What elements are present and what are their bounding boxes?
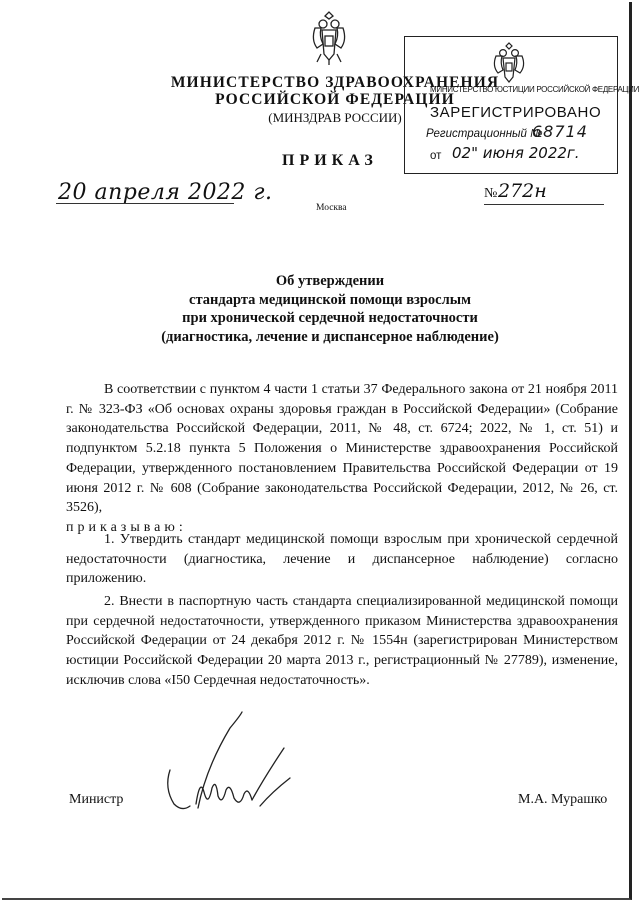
ministry-name-line2: РОССИЙСКОЙ ФЕДЕРАЦИИ bbox=[215, 91, 455, 108]
minister-name: М.А. Мурашко bbox=[518, 792, 608, 807]
preamble bbox=[66, 380, 618, 538]
order-date: 20 апреля 2022 г. bbox=[58, 180, 273, 205]
order-city: Москва bbox=[316, 203, 347, 213]
stamp-emblem-icon bbox=[489, 42, 529, 86]
stamp-regnum-value: 68714 bbox=[532, 122, 588, 141]
item-1 bbox=[66, 530, 618, 589]
order-word: приказываю: bbox=[66, 519, 187, 535]
title-line4: (диагностика, лечение и диспансерное наблюдение) bbox=[161, 328, 499, 345]
order-number-underline bbox=[484, 204, 604, 205]
stamp-date-value: 02" июня 2022г. bbox=[452, 144, 580, 162]
russian-coat-of-arms-icon bbox=[307, 10, 351, 66]
title-line2: стандарта медицинской помощи взрослым bbox=[189, 291, 471, 308]
item-1-text: 1. Утвердить стандарт медицинской помощи взрослым при хронической сердечной недостаточности (диагностика, лечение и диспансерное наблюдение) согласно приложению. bbox=[66, 532, 618, 587]
preamble-text: В соответствии с пунктом 4 части 1 статьи 37 Федерального закона от 21 ноября 2011 г. № 323-ФЗ «Об основах охраны здоровья граждан в Российской Федерации» (Собрание законодательства Российской Федерации, 2011, № 48, ст. 6724; 2022, № 1, ст. 51) и подпунктом 5.2.18 пункта 5 Положения о Министерстве здравоохранения Российской Федерации, утвержденного постановлением Правительства Российской Федерации от 19 июня 2012 г. № 608 (Собрание законодательства Российской Федерации, 2012, № 26, ст. 3526), bbox=[66, 382, 618, 516]
order-number: 272н bbox=[498, 180, 547, 202]
item-2 bbox=[66, 592, 618, 691]
minister-position: Министр bbox=[69, 792, 124, 807]
stamp-header: МИНИСТЕРСТВО ЮСТИЦИИ РОССИЙСКОЙ ФЕДЕРАЦИИ bbox=[430, 85, 640, 94]
document-type: ПРИКАЗ bbox=[282, 152, 378, 169]
stamp-registered: ЗАРЕГИСТРИРОВАНО bbox=[430, 104, 602, 121]
order-number-sign: № bbox=[484, 186, 498, 201]
stamp-regnum-label: Регистрационный № bbox=[426, 128, 543, 140]
ministry-name-line1: МИНИСТЕРСТВО ЗДРАВООХРАНЕНИЯ bbox=[170, 74, 500, 91]
date-underline bbox=[56, 203, 234, 204]
title-line1: Об утверждении bbox=[275, 273, 385, 289]
document-title bbox=[120, 272, 540, 346]
handwritten-signature-icon bbox=[160, 708, 300, 828]
item-2-text: 2. Внести в паспортную часть стандарта специализированной медицинской помощи при сердечной недостаточности, утвержденного приказом Министерства здравоохранения Российской Федерации от 24 декабря 2012 г. № 1554н (зарегистрирован Министерством юстиции Российской Федерации 20 марта 2013 г., регистрационный № 27789), изменение, исключив слова «I50 Сердечная недостаточность». bbox=[66, 594, 618, 688]
stamp-date-prefix: от bbox=[430, 150, 442, 162]
title-line3: при хронической сердечной недостаточности bbox=[182, 310, 478, 326]
ministry-short-name: (МИНЗДРАВ РОССИИ) bbox=[268, 110, 402, 125]
